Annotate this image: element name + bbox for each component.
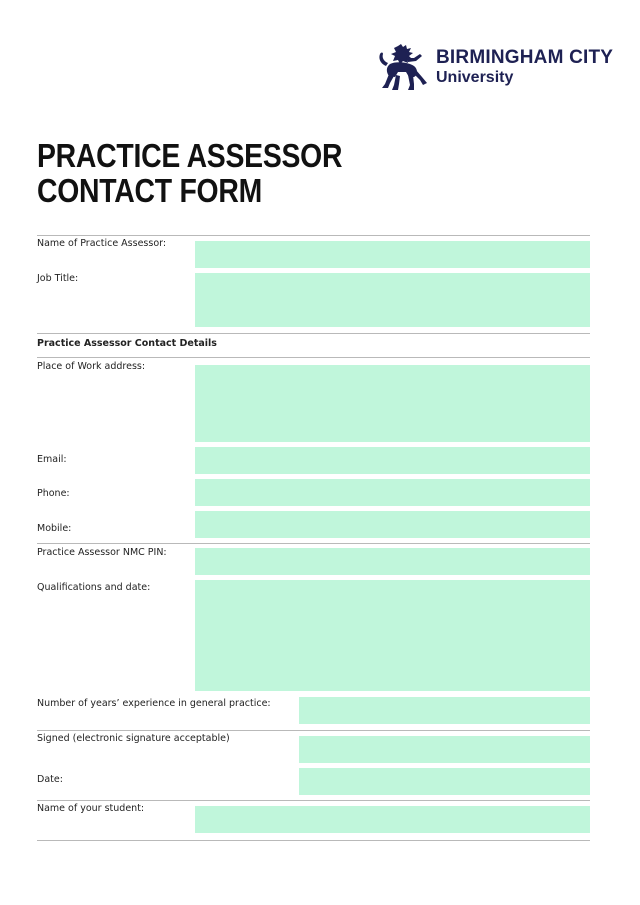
phone-label: Phone: — [37, 488, 70, 499]
student-name-label: Name of your student: — [37, 803, 145, 814]
email-label: Email: — [37, 454, 67, 465]
qualifications-label: Qualifications and date: — [37, 582, 151, 593]
work-address-label: Place of Work address: — [37, 361, 146, 372]
mobile-label: Mobile: — [37, 523, 72, 534]
nmc-pin-label: Practice Assessor NMC PIN: — [37, 547, 167, 558]
assessor-name-label: Name of Practice Assessor: — [37, 238, 167, 249]
title-line-2: CONTACT FORM — [37, 172, 262, 209]
job-title-label: Job Title: — [37, 273, 79, 284]
page-title — [37, 138, 342, 208]
signed-label: Signed (electronic signature acceptable) — [37, 733, 230, 744]
divider — [37, 840, 590, 841]
nmc-pin-field[interactable] — [195, 548, 590, 575]
heraldic-lion-icon — [376, 44, 428, 94]
phone-field[interactable] — [195, 479, 590, 506]
qualifications-field[interactable] — [195, 580, 590, 691]
years-experience-label: Number of years’ experience in general practice: — [37, 698, 271, 709]
date-label: Date: — [37, 774, 63, 785]
divider — [37, 357, 590, 358]
email-field[interactable] — [195, 447, 590, 474]
years-experience-field[interactable] — [299, 697, 590, 724]
divider — [37, 333, 590, 334]
university-name: BIRMINGHAM CITY — [436, 47, 614, 68]
signature-field[interactable] — [299, 736, 590, 763]
assessor-name-field[interactable] — [195, 241, 590, 268]
student-name-field[interactable] — [195, 806, 590, 833]
divider — [37, 235, 590, 236]
divider — [37, 730, 590, 731]
work-address-field[interactable] — [195, 365, 590, 442]
university-subname: University — [436, 69, 514, 86]
job-title-field[interactable] — [195, 273, 590, 327]
contact-details-heading: Practice Assessor Contact Details — [37, 338, 217, 349]
divider — [37, 800, 590, 801]
date-field[interactable] — [299, 768, 590, 795]
title-line-1: PRACTICE ASSESSOR — [37, 137, 343, 174]
divider — [37, 543, 590, 544]
mobile-field[interactable] — [195, 511, 590, 538]
